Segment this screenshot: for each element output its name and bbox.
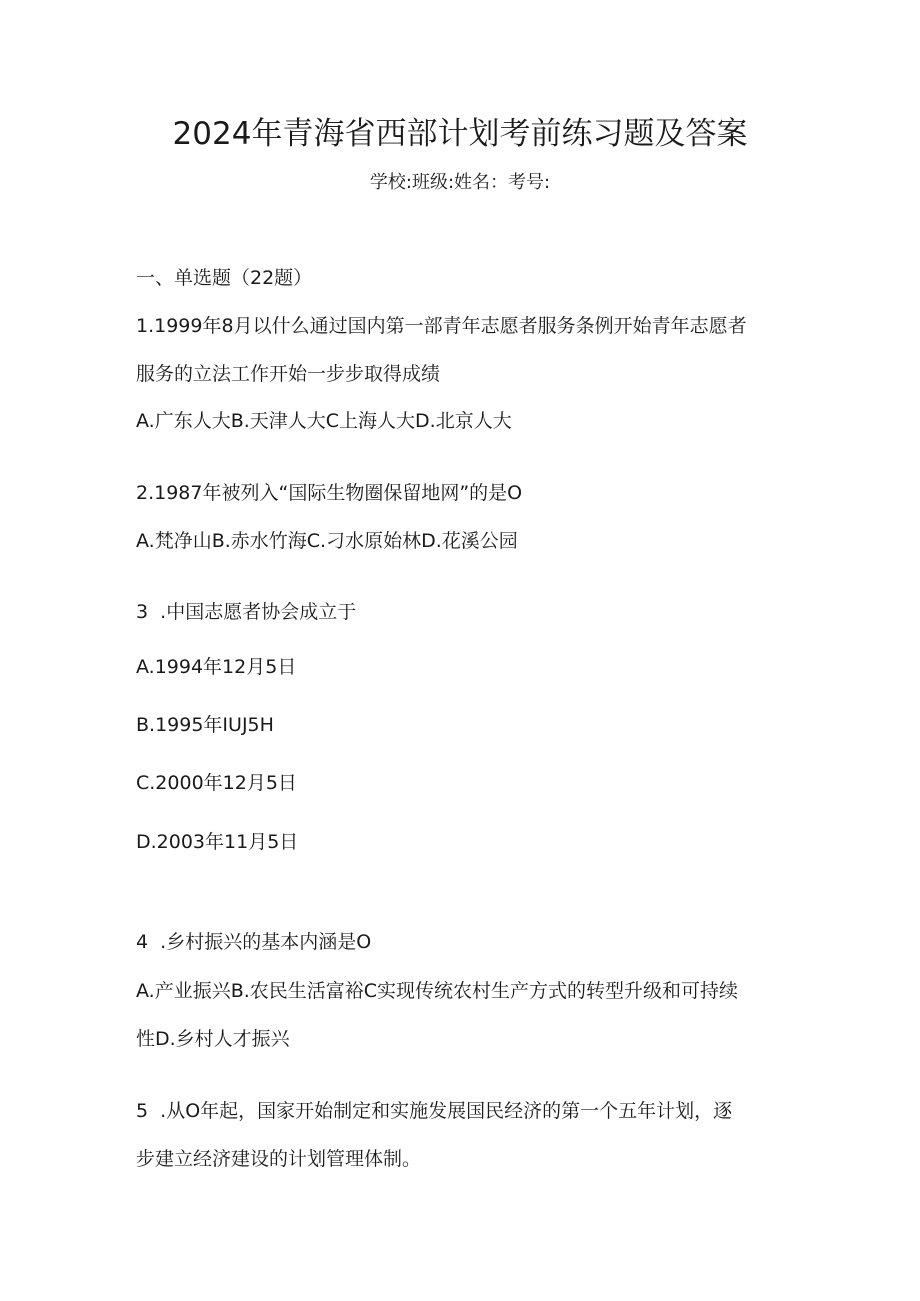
- question-1-text-line-1: 1.1999年8月以什么通过国内第一部青年志愿者服务条例开始青年志愿者: [136, 315, 747, 337]
- question-3-option-a: A.1994年12月5日: [136, 656, 297, 678]
- question-4-options-line-2: 性D.乡村人才振兴: [136, 1028, 290, 1050]
- question-3-option-b: B.1995年IUJ5H: [136, 714, 274, 736]
- question-1-text-line-2: 服务的立法工作开始一步步取得成绩: [136, 363, 441, 385]
- section-heading: 一、单选题（22题）: [136, 267, 313, 289]
- question-4-text: 4 .乡村振兴的基本内涵是O: [136, 931, 372, 953]
- document-subtitle: 学校:班级:姓名：考号:: [369, 172, 551, 193]
- question-2-text: 2.1987年被列入“国际生物圈保留地网”的是O: [136, 482, 523, 504]
- question-5-text-line-2: 步建立经济建设的计划管理体制。: [136, 1148, 422, 1170]
- question-1-options: A.广东人大B.天津人大C上海人大D.北京人大: [136, 410, 512, 432]
- document-title: 2024年青海省西部计划考前练习题及答案: [172, 116, 748, 152]
- question-3-option-c: C.2000年12月5日: [136, 772, 297, 794]
- question-5-text-line-1: 5 .从O年起，国家开始制定和实施发展国民经济的第一个五年计划，逐: [136, 1100, 733, 1122]
- question-3-option-d: D.2003年11月5日: [136, 831, 299, 853]
- question-3-text: 3 .中国志愿者协会成立于: [136, 601, 357, 623]
- question-4-options-line-1: A.产业振兴B.农民生活富裕C实现传统农村生产方式的转型升级和可持续: [136, 980, 739, 1002]
- question-2-options: A.梵净山B.赤水竹海C.刁水原始林D.花溪公园: [136, 530, 518, 552]
